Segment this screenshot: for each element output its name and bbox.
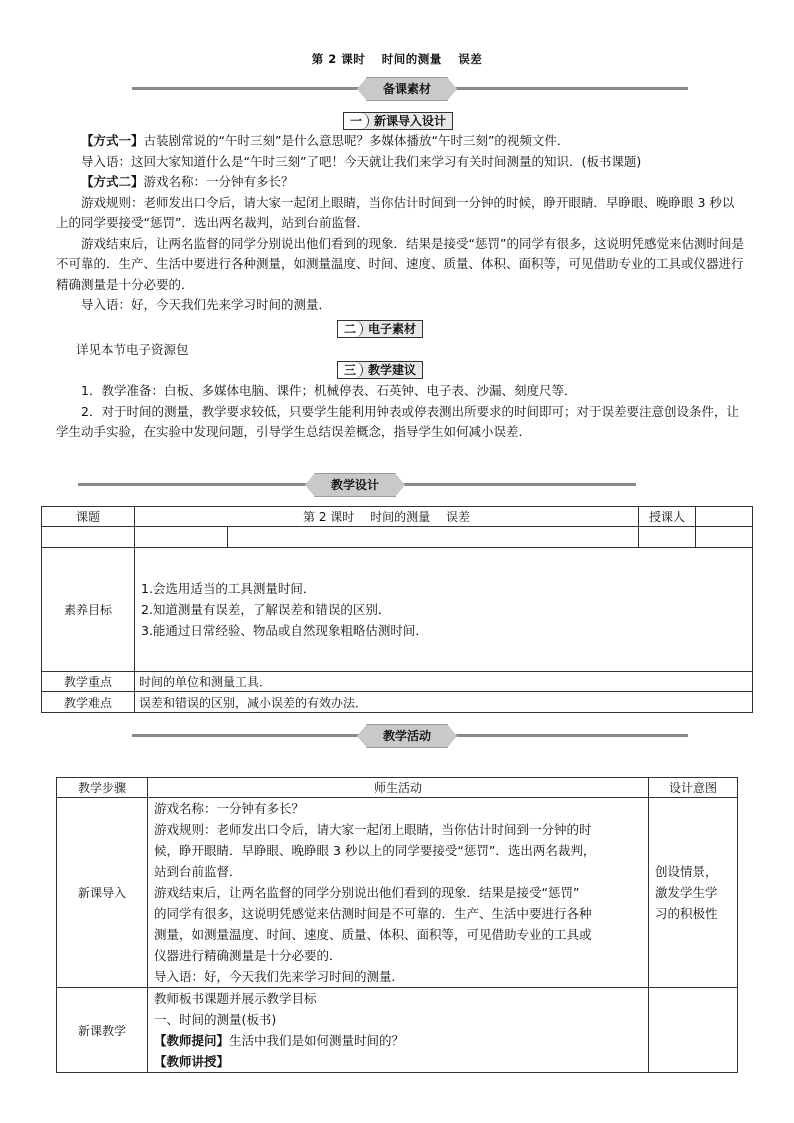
section-title-design: 教学设计 bbox=[314, 473, 396, 497]
subsection-title: 电子素材 bbox=[368, 322, 417, 336]
advice-item-1: 1．教学准备：白板、多媒体电脑、课件；机械停表、石英钟、电子表、沙漏、刻度尺等． bbox=[81, 383, 577, 398]
row2-activity bbox=[148, 988, 649, 1073]
header-step: 教学步骤 bbox=[57, 778, 148, 798]
activity-line bbox=[154, 1051, 642, 1072]
advice-item-2: 2．对于时间的测量，教学要求较低，只要学生能利用钟表或停表测出所要求的时间即可；对于误差要注意创设条件，让学生动手实验，在实验中发现问题，引导学生总结误差概念，指导学生如何减小误差． bbox=[56, 403, 739, 439]
teacher-value bbox=[696, 507, 753, 527]
question-label: 【教师提问】 bbox=[154, 1033, 230, 1048]
method2-label: 【方式二】 bbox=[81, 174, 144, 189]
subsection-number: 一 bbox=[344, 113, 369, 129]
activity-table bbox=[56, 777, 738, 1073]
activity-line: 的同学有很多，这说明凭感觉来估测时间是不可靠的．生产、生活中要进行各种 bbox=[154, 906, 592, 921]
header-intent: 设计意图 bbox=[649, 778, 738, 798]
activity-line: 游戏结束后，让两名监督的同学分别说出他们看到的现象．结果是接受“惩罚” bbox=[154, 885, 580, 900]
goals-cell bbox=[135, 548, 753, 672]
header-activity: 师生活动 bbox=[148, 778, 649, 798]
goal-item: 2.知道测量有误差，了解误差和错误的区别． bbox=[141, 602, 391, 617]
intent-line: 激发学生学 bbox=[655, 885, 718, 900]
row2-intent bbox=[649, 988, 738, 1073]
activity-line: 导入语：好，今天我们先来学习时间的测量． bbox=[154, 969, 405, 984]
page-title: 第 2 课时 时间的测量 误差 bbox=[311, 52, 483, 66]
end-paragraph: 游戏结束后，让两名监督的同学分别说出他们看到的现象．结果是接受“惩罚”的同学有很多，这说明凭感觉来估测时间是不可靠的．生产、生活中要进行各种测量，如测量温度、时间、速度、质量、体积、面积等，可见借助专业的工具或仪器进行精确测量是十分必要的． bbox=[56, 235, 744, 292]
prep-body bbox=[56, 131, 746, 316]
lecture-label: 【教师讲授】 bbox=[154, 1054, 230, 1069]
method1-text: 古装剧常说的“午时三刻”是什么意思呢？多媒体播放“午时三刻”的视频文件． bbox=[143, 133, 570, 148]
subsection-number: 三 bbox=[338, 362, 363, 378]
label-goal: 素养目标 bbox=[42, 548, 135, 672]
empty-cell bbox=[228, 527, 639, 548]
label-difficulty: 教学难点 bbox=[42, 692, 135, 713]
row1-activity bbox=[148, 798, 649, 988]
subsection-number: 二 bbox=[338, 321, 363, 337]
empty-cell bbox=[135, 527, 228, 548]
empty-cell bbox=[42, 527, 135, 548]
section-title-activity: 教学活动 bbox=[366, 724, 448, 748]
intro2-paragraph: 导入语：好，今天我们先来学习时间的测量． bbox=[81, 297, 332, 312]
intro1-paragraph: 导入语：这回大家知道什么是“午时三刻”了吧！今天就让我们来学习有关时间测量的知识．(板书课题) bbox=[81, 153, 642, 169]
section-header-activity bbox=[0, 724, 794, 748]
method1-paragraph bbox=[56, 131, 746, 152]
activity-line bbox=[154, 1030, 642, 1051]
intent-line: 习的积极性 bbox=[655, 906, 718, 921]
method2-paragraph bbox=[56, 172, 746, 193]
label-key: 教学重点 bbox=[42, 672, 135, 692]
section-title-prep: 备课素材 bbox=[366, 77, 448, 101]
design-table bbox=[41, 506, 753, 713]
method2-text: 游戏名称：一分钟有多长？ bbox=[143, 174, 294, 189]
section-header-design bbox=[0, 473, 794, 497]
activity-line: 仪器进行精确测量是十分必要的． bbox=[154, 948, 342, 963]
goal-item: 1.会选用适当的工具测量时间． bbox=[141, 581, 316, 596]
activity-line: 游戏规则：老师发出口令后，请大家一起闭上眼睛，当你估计时间到一分钟的时 bbox=[154, 822, 592, 837]
subsection-title: 新课导入设计 bbox=[374, 114, 447, 128]
goal-item: 3.能通过日常经验、物品或自然现象粗略估测时间． bbox=[141, 623, 428, 638]
activity-line: 教师板书课题并展示教学目标 bbox=[154, 991, 317, 1006]
label-teacher: 授课人 bbox=[639, 507, 696, 527]
empty-cell bbox=[696, 527, 753, 548]
resource-paragraph: 详见本节电子资源包 bbox=[76, 342, 189, 357]
row1-step: 新课导入 bbox=[57, 798, 148, 988]
subsection-title: 教学建议 bbox=[368, 363, 417, 377]
activity-line: 站到台前监督． bbox=[154, 864, 242, 879]
key-value: 时间的单位和测量工具． bbox=[135, 672, 753, 692]
row1-intent bbox=[649, 798, 738, 988]
activity-line: 游戏名称：一分钟有多长？ bbox=[154, 801, 305, 816]
section-header-prep bbox=[0, 77, 794, 101]
question-text: 生活中我们是如何测量时间的？ bbox=[229, 1033, 405, 1048]
difficulty-value: 误差和错误的区别，减小误差的有效办法． bbox=[135, 692, 753, 713]
activity-line: 候，睁开眼睛．早睁眼、晚睁眼 3 秒以上的同学要接受“惩罚”．选出两名裁判， bbox=[154, 843, 596, 858]
intent-line: 创设情景， bbox=[655, 864, 718, 879]
label-topic: 课题 bbox=[42, 507, 135, 527]
method1-label: 【方式一】 bbox=[81, 133, 144, 148]
activity-line: 一、时间的测量(板书) bbox=[154, 1012, 277, 1027]
advice-body bbox=[56, 381, 746, 443]
row2-step: 新课教学 bbox=[57, 988, 148, 1073]
rule-paragraph: 游戏规则：老师发出口令后，请大家一起闭上眼睛，当你估计时间到一分钟的时候，睁开眼睛．早睁眼、晚睁眼 3 秒以上的同学要接受“惩罚”．选出两名裁判，站到台前监督． bbox=[56, 194, 735, 230]
topic-value: 第 2 课时 时间的测量 误差 bbox=[135, 507, 639, 527]
empty-cell bbox=[639, 527, 696, 548]
activity-line: 测量，如测量温度、时间、速度、质量、体积、面积等，可见借助专业的工具或 bbox=[154, 927, 592, 942]
